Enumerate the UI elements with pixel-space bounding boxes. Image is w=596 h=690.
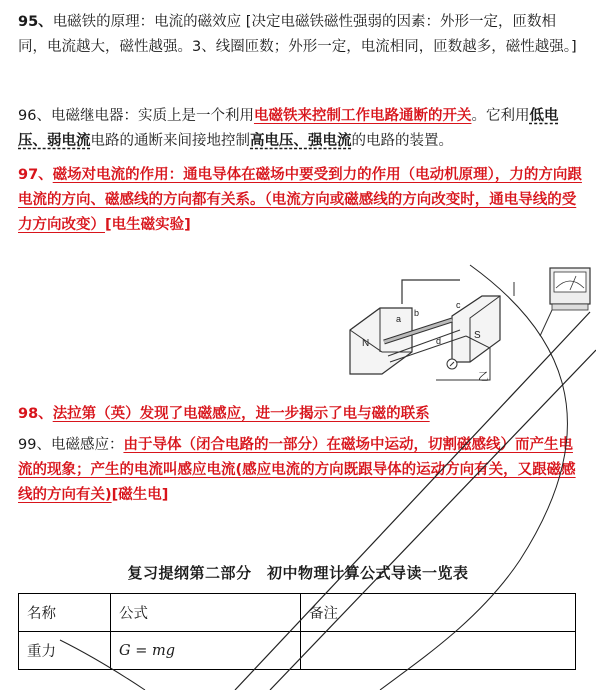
- highlight-text: 法拉第（英）发现了电磁感应，进一步揭示了电与磁的联系: [52, 406, 430, 422]
- header-name: 名称: [19, 594, 111, 632]
- highlight-text: 由于导体（闭合电路的一部分）在磁场中运动，切割磁感线）而产生电流的现象；产生的电流叫感应电流(感应电流的方向既跟导体的运动方向有关，又跟磁感线的方向有关): [18, 437, 576, 503]
- label-s: S: [474, 330, 481, 341]
- item-98: [18, 402, 582, 427]
- label-yi: 乙: [478, 371, 489, 383]
- item-text-part: 电磁继电器：实质上是一个利用: [50, 108, 254, 124]
- header-formula: 公式: [111, 594, 301, 632]
- item-96: [18, 104, 582, 154]
- motor-experiment-figure: [340, 260, 596, 400]
- table-title: 复习提纲第二部分 初中物理计算公式导读一览表: [127, 564, 469, 582]
- highlight-text: 低电压、弱电流: [18, 108, 559, 149]
- item-tag: [磁生电]: [111, 487, 169, 503]
- formula-table: [18, 593, 576, 670]
- highlight-text: 高电压、强电流: [250, 133, 352, 149]
- item-text-part: 。它利用: [471, 108, 530, 124]
- label-d: d: [436, 336, 442, 346]
- cell-note: [301, 632, 576, 670]
- item-97: [18, 163, 582, 238]
- item-number: 99、: [18, 437, 51, 453]
- label-a: a: [396, 314, 402, 324]
- label-c: c: [456, 300, 461, 310]
- highlight-text: 磁场对电流的作用：通电导体在磁场中要受到力的作用（电动机原理），力的方向跟电流的方向、磁感线的方向都有关系。（电流方向或磁感线的方向改变时，通电导线的受力方向改变）: [18, 167, 582, 233]
- item-text-part: 的电路的装置。: [351, 133, 453, 149]
- item-number: 95、: [18, 14, 53, 30]
- item-number: 96、: [18, 108, 51, 124]
- item-tag: [电生磁实验]: [105, 217, 191, 233]
- table-header-row: [19, 594, 576, 632]
- item-number: 98、: [18, 406, 53, 422]
- item-99: [18, 433, 582, 508]
- item-text-part: 电路的通断来间接地控制: [90, 133, 250, 149]
- cell-name: 重力: [19, 632, 111, 670]
- item-number: 97、: [18, 167, 53, 183]
- header-note: 备注: [301, 594, 576, 632]
- label-b: b: [414, 308, 420, 318]
- label-n: N: [362, 338, 370, 349]
- item-95: [18, 10, 582, 60]
- highlight-text: 电磁铁来控制工作电路通断的开关: [253, 108, 472, 124]
- cell-formula: G = mg: [111, 632, 301, 670]
- item-text: 电磁铁的原理：电流的磁效应 [决定电磁铁磁性强弱的因素：外形一定，匝数相同，电流越大，磁性越强。3、线圈匝数；外形一定，电流相同，匝数越多，磁性越强。]: [18, 14, 577, 55]
- table-row: [19, 632, 576, 670]
- item-text-part: 电磁感应：: [50, 437, 124, 453]
